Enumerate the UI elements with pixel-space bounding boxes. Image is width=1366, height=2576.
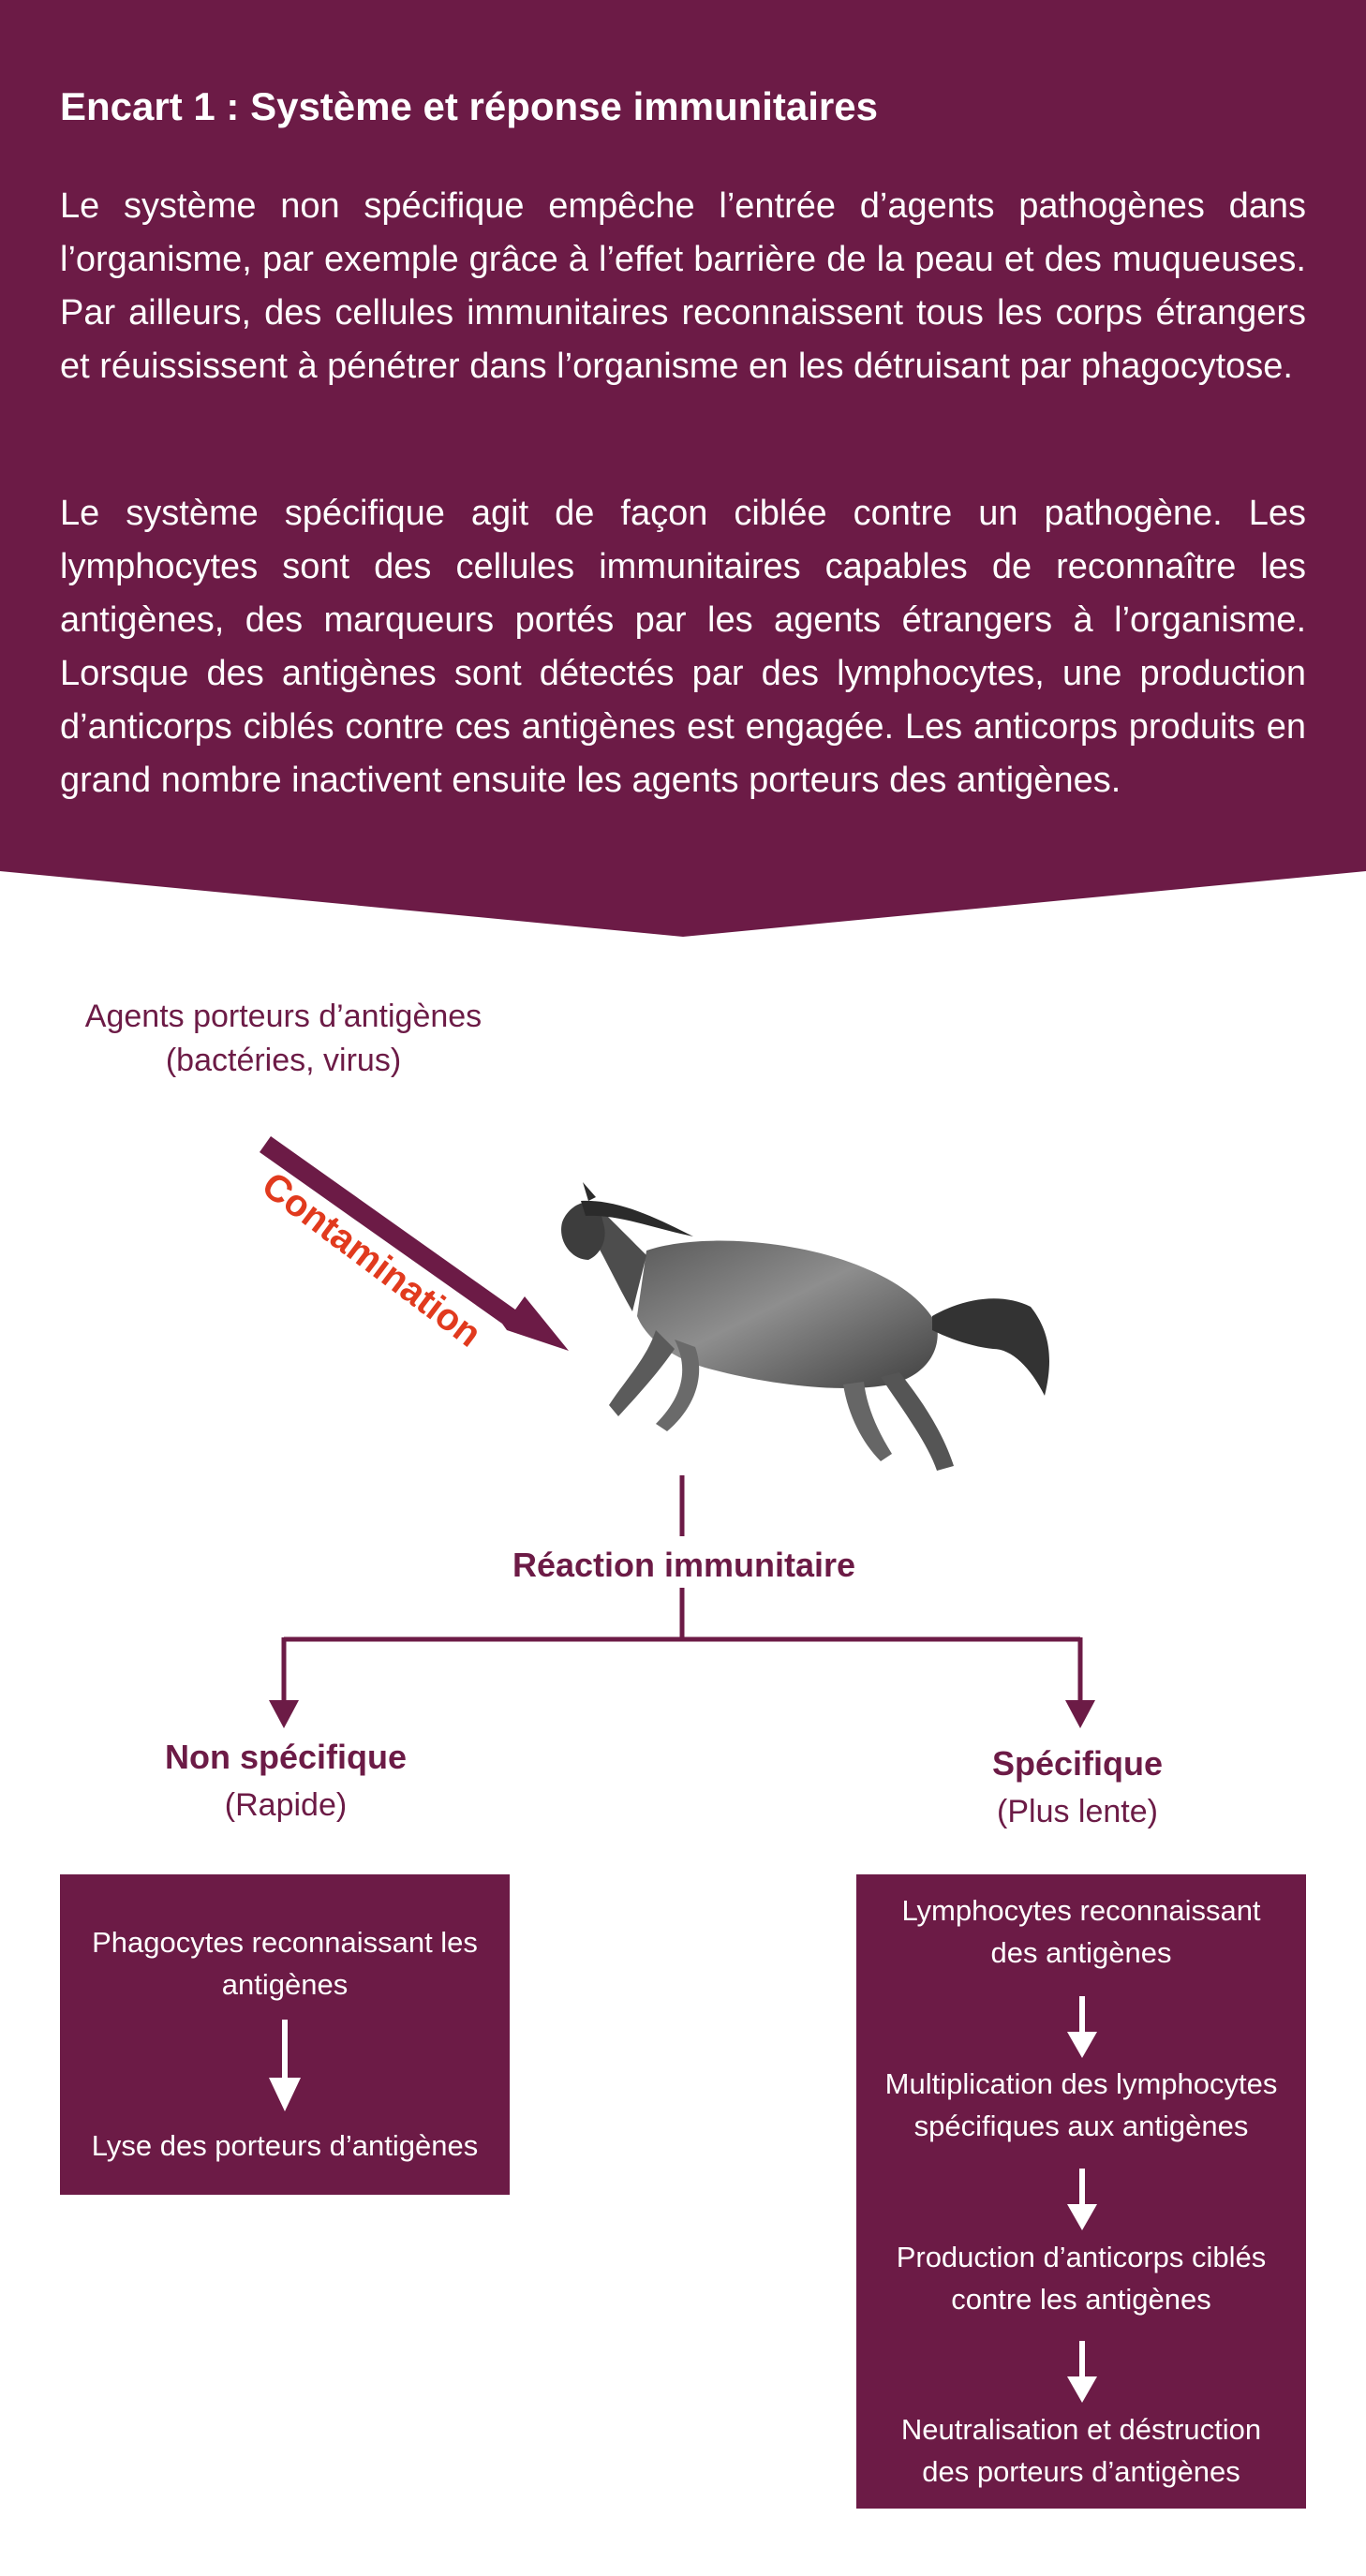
down-arrow-icon	[1066, 2341, 1098, 2405]
non-specific-box	[60, 1874, 510, 2195]
specific-step: Production d’anticorps ciblés contre les antigènes	[896, 2241, 1267, 2316]
page-title: Encart 1 : Système et réponse immunitaires	[60, 84, 878, 128]
contamination-label: Contamination	[254, 1164, 489, 1355]
non-specific-step: Lyse des porteurs d’antigènes	[91, 2129, 479, 2162]
down-arrow-icon	[267, 2020, 303, 2113]
specific-box	[856, 1874, 1306, 2509]
immune-response-diagram	[0, 937, 1366, 2576]
intro-paragraph-specific: Le système spécifique agit de façon ciblée contre un pathogène. Les lymphocytes sont des cellules immunitaires capables de reconnaître les antigènes, des marqueurs portés par les agents étrangers à l’organisme. Lorsque des antigènes sont détectés par des lymphocytes, une production d’anticorps ciblés contre ces antigènes est engagée. Les anticorps produits en grand nombre inactivent ensuite les agents porteurs des antigènes.	[60, 494, 1306, 800]
specific-step: Lymphocytes reconnaissant des antigènes	[901, 1894, 1261, 1969]
intro-paragraph-non-specific: Le système non spécifique empêche l’entrée d’agents pathogènes dans l’organisme, par exemple grâce à l’effet barrière de la peau et des muqueuses. Par ailleurs, des cellules immunitaires reconnaissent tous les corps étrangers et réuississent à pénétrer dans l’organisme en les détruisant par phagocytose.	[60, 186, 1306, 386]
horse-illustration	[561, 1182, 1049, 1471]
specific-step: Neutralisation et déstruction des porteurs d’antigènes	[900, 2413, 1262, 2488]
non-specific-title: Non spécifique	[164, 1738, 408, 1776]
reaction-connectors	[269, 1475, 1095, 1728]
specific-speed: (Plus lente)	[997, 1794, 1158, 1829]
down-arrow-icon	[1066, 2169, 1098, 2232]
specific-title: Spécifique	[991, 1744, 1164, 1783]
agents-label: Agents porteurs d’antigènes (bactéries, virus)	[84, 999, 483, 1078]
non-specific-step: Phagocytes reconnaissant les antigènes	[92, 1926, 478, 2001]
specific-step: Multiplication des lymphocytes spécifiques aux antigènes	[884, 2067, 1278, 2142]
non-specific-speed: (Rapide)	[224, 1787, 348, 1823]
reaction-label: Réaction immunitaire	[512, 1546, 856, 1584]
down-arrow-icon	[1066, 1996, 1098, 2060]
